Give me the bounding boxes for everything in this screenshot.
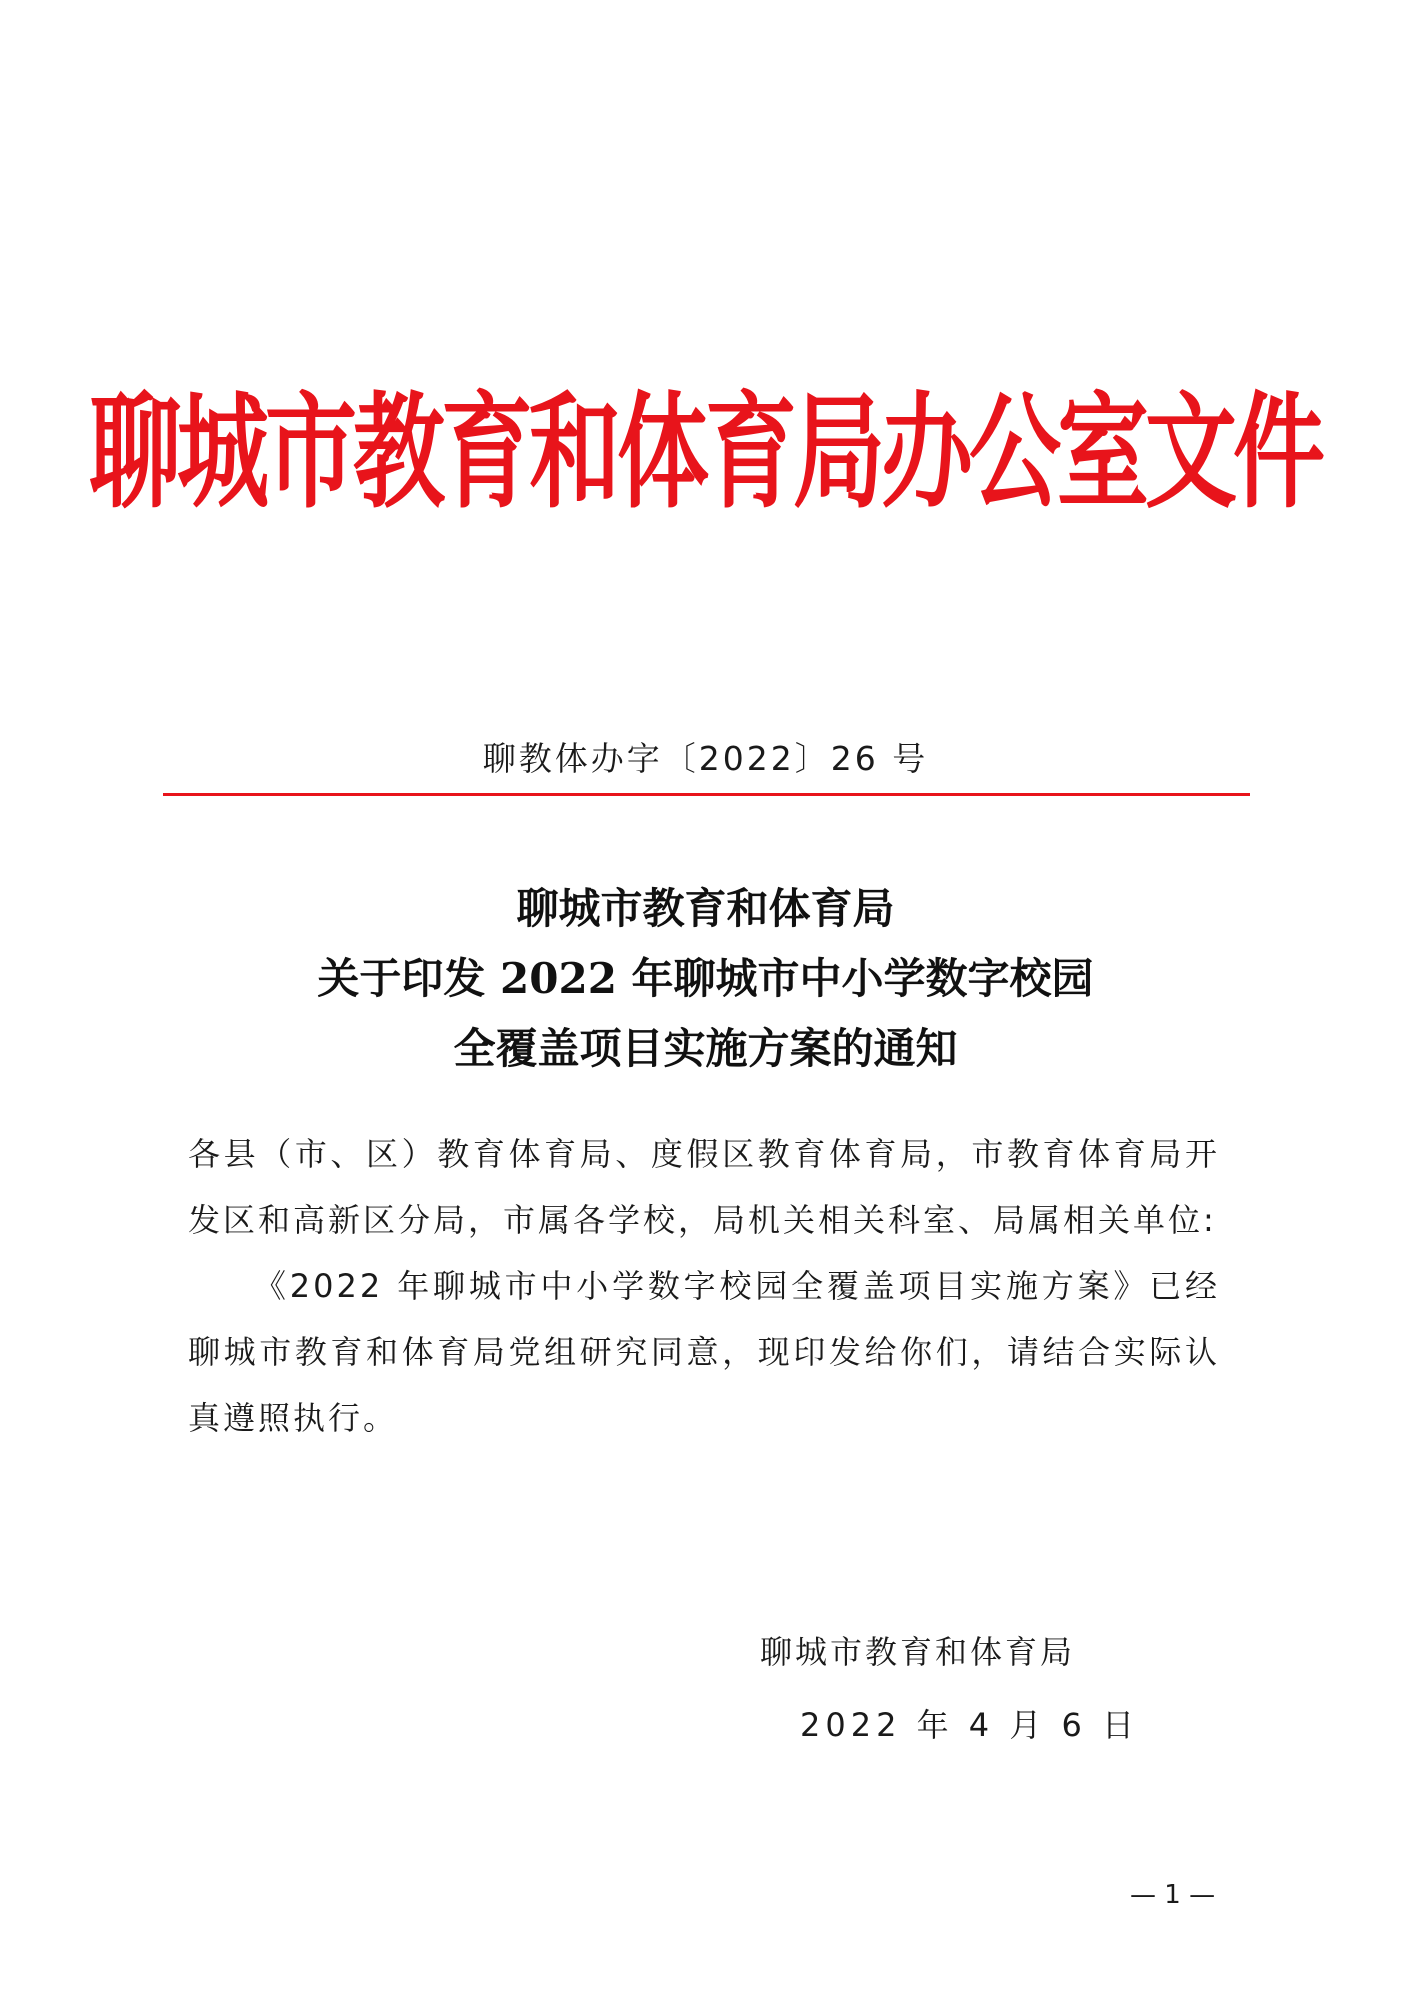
document-body bbox=[188, 1121, 1220, 1451]
title-line-1: 聊城市教育和体育局 bbox=[516, 884, 895, 933]
signature-organization: 聊城市教育和体育局 bbox=[760, 1633, 1076, 1671]
salutation-paragraph: 各县（市、区）教育体育局、度假区教育体育局，市教育体育局开发区和高新区分局，市属各学校，局机关相关科室、局属相关单位: bbox=[188, 1135, 1220, 1239]
title-line-2: 关于印发 2022 年聊城市中小学数字校园 bbox=[317, 954, 1094, 1003]
document-title bbox=[0, 874, 1411, 1084]
signature-date: 2022 年 4 月 6 日 bbox=[800, 1706, 1140, 1744]
page-number: — 1 — bbox=[1130, 1880, 1216, 1910]
document-number: 聊教体办字〔2022〕26 号 bbox=[482, 739, 929, 778]
red-divider-line bbox=[163, 793, 1250, 796]
main-paragraph: 《2022 年聊城市中小学数字校园全覆盖项目实施方案》已经聊城市教育和体育局党组研究同意，现印发给你们，请结合实际认真遵照执行。 bbox=[188, 1267, 1220, 1437]
title-line-3: 全覆盖项目实施方案的通知 bbox=[453, 1024, 958, 1073]
document-masthead: 聊城市教育和体育局办公室文件 bbox=[89, 380, 1322, 526]
